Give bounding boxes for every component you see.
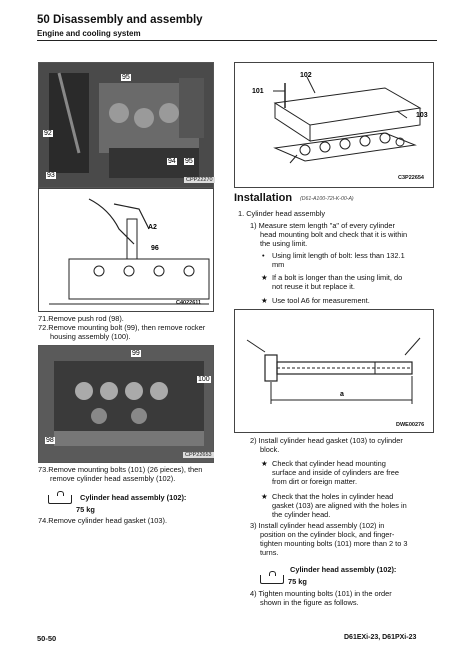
- fig2-caption: C4022611: [176, 300, 202, 306]
- bullet-4-line1: Check that cylinder head mounting: [272, 459, 386, 468]
- drawing-bolt-length: [234, 309, 434, 433]
- fig3-label-99: 99: [132, 350, 140, 357]
- drawing-cylinder-head: [234, 62, 434, 188]
- install-sub1-line3: the using limit.: [260, 239, 308, 248]
- page-number: 50-50: [37, 634, 57, 643]
- fig1-caption: CPP22270: [186, 177, 213, 183]
- fig3-label-100: 100: [198, 376, 210, 383]
- fig4-label-103: 103: [416, 112, 428, 119]
- drawing-push-rod-art: [39, 189, 213, 311]
- install-sub1-line2: head mounting bolt and check that it is within: [260, 230, 408, 239]
- install-step-1: 1. Cylinder head assembly: [238, 209, 326, 218]
- weight-icon-right: [260, 575, 284, 584]
- bullet-2-line1: If a bolt is longer than the using limit, do: [272, 273, 403, 282]
- fig4-label-102: 102: [300, 72, 312, 79]
- fig2-label-a2: A2: [148, 224, 157, 231]
- install-sub3-line2: position on the cylinder block, and finger-: [260, 530, 395, 539]
- header-divider: [37, 40, 437, 41]
- install-sub3-line1: 3) Install cylinder head assembly (102) in: [250, 521, 385, 530]
- fig5-caption: DWE00276: [396, 422, 425, 428]
- fig4-caption: C3P22654: [398, 175, 424, 181]
- photo-rocker-housing-art: [39, 346, 213, 462]
- step-74: 74.Remove cylinder head gasket (103).: [38, 516, 167, 525]
- drawing-push-rod: [38, 188, 214, 312]
- step-72-line1: 72.Remove mounting bolt (99), then remove rocker: [38, 323, 206, 332]
- bullet-5-line3: the cylinder head.: [272, 510, 331, 519]
- drawing-bolt-length-art: [235, 310, 433, 432]
- install-sub3-line3: tighten mounting bolts (101) more than 2 to 3: [260, 539, 408, 548]
- star-icon-2: ★: [261, 296, 268, 305]
- fig1-label-94: 94: [168, 158, 176, 165]
- bullet-5-line2: gasket (103) are aligned with the holes in: [272, 501, 407, 510]
- weight-icon: [48, 495, 72, 504]
- fig3-caption: CPP22653: [185, 452, 212, 458]
- drawing-cylinder-head-art: [235, 63, 433, 187]
- bullet-dot: •: [262, 251, 265, 260]
- install-sub2-line2: block.: [260, 445, 280, 454]
- weight-label-left: Cylinder head assembly (102):: [80, 493, 187, 502]
- fig4-label-101: 101: [252, 88, 264, 95]
- step-72-line2: housing assembly (100).: [50, 332, 131, 341]
- install-sub4-line1: 4) Tighten mounting bolts (101) in the order: [250, 589, 392, 598]
- bullet-2-line2: not reuse it but replace it.: [272, 282, 355, 291]
- fig1-label-93: 93: [47, 172, 55, 179]
- bullet-1-line1: Using limit length of bolt: less than 132.1: [272, 251, 405, 260]
- fig1-label-95-bottom: 95: [185, 158, 193, 165]
- bullet-3: Use tool A6 for measurement.: [272, 296, 370, 305]
- install-sub2-line1: 2) Install cylinder head gasket (103) to cylinder: [250, 436, 403, 445]
- star-icon-1: ★: [261, 273, 268, 282]
- weight-value-left: 75 kg: [76, 505, 95, 514]
- star-icon-4: ★: [261, 492, 268, 501]
- install-sub1-line1: 1) Measure stem length "a" of every cylinder: [250, 221, 395, 230]
- step-73-line2: remove cylinder head assembly (102).: [50, 474, 176, 483]
- step-73-line1: 73.Remove mounting bolts (101) (26 pieces), then: [38, 465, 203, 474]
- install-sub3-line4: turns.: [260, 548, 279, 557]
- photo-rocker-housing: [38, 345, 214, 463]
- fig1-label-95-top: 95: [122, 74, 130, 81]
- fig1-label-92: 92: [44, 130, 52, 137]
- photo-rocker-area-art: [39, 63, 213, 187]
- bullet-4-line3: from dirt or foreign matter.: [272, 477, 358, 486]
- model-names: D61EXi-23, D61PXi-23: [344, 634, 417, 641]
- page-subtitle: Engine and cooling system: [37, 29, 141, 38]
- step-71: 71.Remove push rod (98).: [38, 314, 124, 323]
- install-sub4-line2: shown in the figure as follows.: [260, 598, 359, 607]
- installation-code: (D61-A100-72I-K-00-A): [300, 196, 354, 202]
- bullet-1-line2: mm: [272, 260, 285, 269]
- bullet-4-line2: surface and inside of cylinders are free: [272, 468, 399, 477]
- installation-heading: Installation: [234, 192, 293, 204]
- fig5-label-a: a: [340, 391, 344, 398]
- bullet-5-line1: Check that the holes in cylinder head: [272, 492, 394, 501]
- star-icon-3: ★: [261, 459, 268, 468]
- page-title: 50 Disassembly and assembly: [37, 14, 203, 26]
- fig3-label-98: 98: [46, 437, 54, 444]
- weight-value-right: 75 kg: [288, 577, 307, 586]
- fig2-label-96: 96: [151, 245, 159, 252]
- weight-label-right: Cylinder head assembly (102):: [290, 565, 397, 574]
